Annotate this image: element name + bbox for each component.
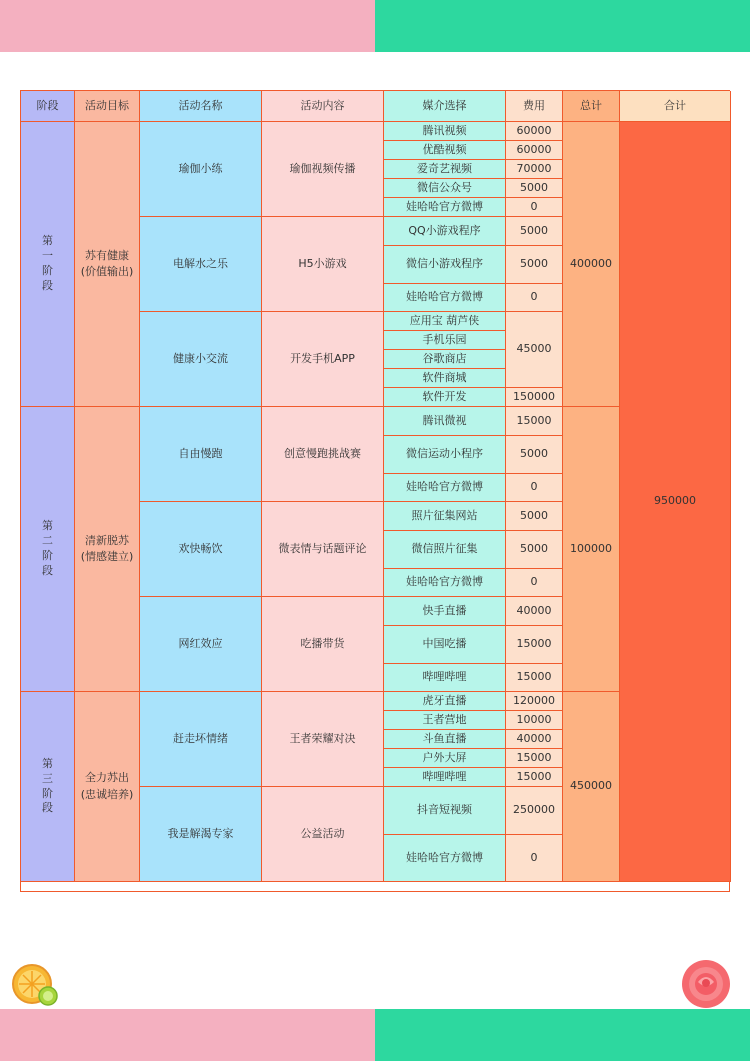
- activity-name: 自由慢跑: [140, 407, 262, 502]
- media-cell: 娃哈哈官方微博: [384, 284, 506, 313]
- cost-cell: 60000: [506, 141, 563, 160]
- bottom-color-band: [0, 1009, 750, 1061]
- cost-cell: 0: [506, 835, 563, 883]
- cost-cell: 250000: [506, 787, 563, 835]
- cost-cell: 60000: [506, 122, 563, 141]
- cost-cell: 150000: [506, 388, 563, 407]
- activity-content: 吃播带货: [262, 597, 384, 692]
- media-cell: 优酷视频: [384, 141, 506, 160]
- media-cell: 快手直播: [384, 597, 506, 626]
- top-band-pink: [0, 0, 375, 52]
- cost-cell: 120000: [506, 692, 563, 711]
- media-cell: 抖音短视频: [384, 787, 506, 835]
- goal-cell: 全力苏出 (忠诚培养): [75, 692, 140, 882]
- rose-icon: [678, 958, 734, 1010]
- stage-cell: [21, 692, 75, 882]
- media-cell: 中国吃播: [384, 626, 506, 664]
- media-cell: 哔哩哔哩: [384, 768, 506, 787]
- cost-cell: 5000: [506, 217, 563, 246]
- activity-content: 微表情与话题评论: [262, 502, 384, 597]
- media-cell: 娃哈哈官方微博: [384, 198, 506, 217]
- media-cell: 微信照片征集: [384, 531, 506, 569]
- cost-cell: 5000: [506, 246, 563, 284]
- media-cell: 手机乐园: [384, 331, 506, 350]
- cost-cell: 0: [506, 474, 563, 503]
- media-cell: 娃哈哈官方微博: [384, 474, 506, 503]
- cost-cell: 15000: [506, 626, 563, 664]
- header-stage: 阶段: [21, 91, 75, 122]
- activity-content: H5小游戏: [262, 217, 384, 312]
- stage-cell: [21, 407, 75, 692]
- media-cell: 斗鱼直播: [384, 730, 506, 749]
- media-cell: 照片征集网站: [384, 502, 506, 531]
- media-cell: 娃哈哈官方微博: [384, 569, 506, 598]
- cost-cell: 45000: [506, 312, 563, 388]
- cost-cell: 0: [506, 198, 563, 217]
- activity-plan-table: [20, 90, 730, 892]
- stage-total: 100000: [563, 407, 620, 692]
- cost-cell: 0: [506, 284, 563, 313]
- orange-slice-icon: [10, 962, 60, 1008]
- activity-name: 网红效应: [140, 597, 262, 692]
- activity-content: 创意慢跑挑战赛: [262, 407, 384, 502]
- goal-cell: 苏有健康 (价值输出): [75, 122, 140, 407]
- cost-cell: 15000: [506, 768, 563, 787]
- activity-content: 王者荣耀对决: [262, 692, 384, 787]
- activity-name: 瑜伽小练: [140, 122, 262, 217]
- cost-cell: 0: [506, 569, 563, 598]
- activity-content: 开发手机APP: [262, 312, 384, 407]
- cost-cell: 5000: [506, 502, 563, 531]
- header-sum: 合计: [620, 91, 731, 122]
- cost-cell: 15000: [506, 407, 563, 436]
- media-cell: 软件开发: [384, 388, 506, 407]
- bottom-band-pink: [0, 1009, 375, 1061]
- activity-name: 健康小交流: [140, 312, 262, 407]
- header-content: 活动内容: [262, 91, 384, 122]
- cost-cell: 70000: [506, 160, 563, 179]
- media-cell: 微信公众号: [384, 179, 506, 198]
- media-cell: 爱奇艺视频: [384, 160, 506, 179]
- stage-label: 第三阶段: [42, 756, 53, 815]
- cost-cell: 5000: [506, 179, 563, 198]
- activity-content: 瑜伽视频传播: [262, 122, 384, 217]
- media-cell: 腾讯微视: [384, 407, 506, 436]
- cost-cell: 40000: [506, 597, 563, 626]
- cost-cell: 40000: [506, 730, 563, 749]
- media-cell: 王者营地: [384, 711, 506, 730]
- media-cell: 微信小游戏程序: [384, 246, 506, 284]
- activity-name: 欢快畅饮: [140, 502, 262, 597]
- stage-label: 第一阶段: [42, 234, 53, 292]
- header-total: 总计: [563, 91, 620, 122]
- activity-name: 电解水之乐: [140, 217, 262, 312]
- activity-content: 公益活动: [262, 787, 384, 882]
- grand-total: 950000: [620, 122, 731, 882]
- activity-name: 我是解渴专家: [140, 787, 262, 882]
- stage-label: 第二阶段: [42, 519, 53, 577]
- top-band-green: [375, 0, 750, 52]
- cost-cell: 15000: [506, 749, 563, 768]
- goal-cell: 清新脱苏 (情感建立): [75, 407, 140, 692]
- media-cell: 哔哩哔哩: [384, 664, 506, 693]
- cost-cell: 10000: [506, 711, 563, 730]
- stage-total: 450000: [563, 692, 620, 882]
- cost-cell: 15000: [506, 664, 563, 693]
- stage-total: 400000: [563, 122, 620, 407]
- media-cell: 户外大屏: [384, 749, 506, 768]
- stage-cell: [21, 122, 75, 407]
- media-cell: 谷歌商店: [384, 350, 506, 369]
- header-name: 活动名称: [140, 91, 262, 122]
- media-cell: 软件商城: [384, 369, 506, 388]
- header-goal: 活动目标: [75, 91, 140, 122]
- header-media: 媒介选择: [384, 91, 506, 122]
- media-cell: 应用宝 葫芦侠: [384, 312, 506, 331]
- media-cell: 微信运动小程序: [384, 436, 506, 474]
- media-cell: 虎牙直播: [384, 692, 506, 711]
- bottom-band-green: [375, 1009, 750, 1061]
- cost-cell: 5000: [506, 436, 563, 474]
- media-cell: 腾讯视频: [384, 122, 506, 141]
- header-cost: 费用: [506, 91, 563, 122]
- activity-name: 赶走坏情绪: [140, 692, 262, 787]
- cost-cell: 5000: [506, 531, 563, 569]
- media-cell: 娃哈哈官方微博: [384, 835, 506, 883]
- top-color-band: [0, 0, 750, 52]
- media-cell: QQ小游戏程序: [384, 217, 506, 246]
